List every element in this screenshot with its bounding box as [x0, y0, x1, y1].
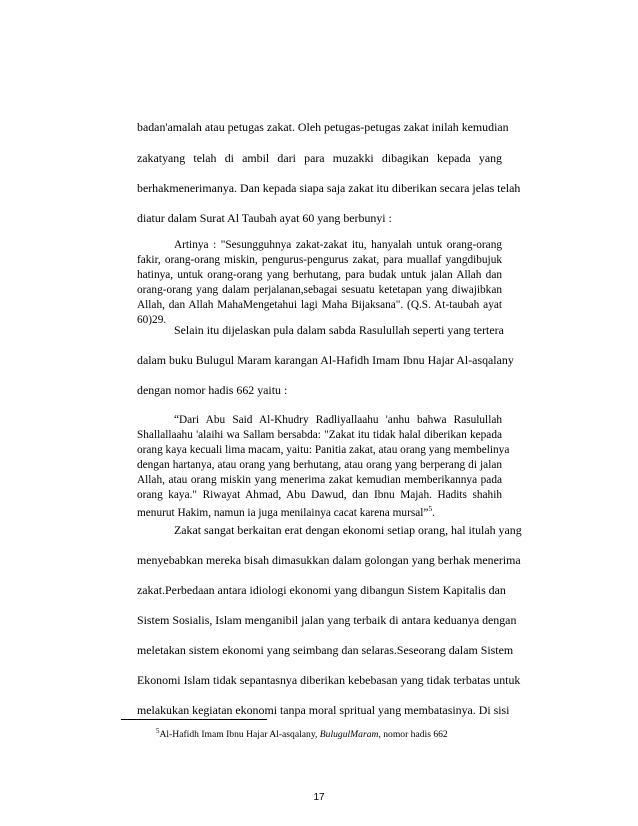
quote-line: Allah, atau orang miskin yang menerima zakat kemudian memberikannya pada	[137, 474, 502, 486]
quote-text: menurut Hakim, namun ia juga menilainya cacat karena mursal”	[137, 507, 429, 519]
quote-line: 60)29.	[137, 314, 167, 326]
footnote-text-after: , nomor hadis 662	[378, 729, 448, 740]
paragraph-line: badan'amalah atau petugas zakat. Oleh petugas-petugas zakat inilah kemudian	[137, 120, 509, 134]
quote-line	[137, 504, 502, 519]
paragraph-line: diatur dalam Surat Al Taubah ayat 60 yang berbunyi :	[137, 211, 392, 225]
paragraph-line: Selain itu dijelaskan pula dalam sabda Rasulullah seperti yang tertera	[174, 323, 504, 337]
footnote-number: 5	[156, 727, 160, 735]
quote-line: orang kaya." Riwayat Ahmad, Abu Dawud, dan Ibnu Majah. Hadits shahih	[137, 489, 502, 501]
quote-line: orang kaya kecuali lima macam, yaitu: Panitia zakat, atau orang yang membelinya	[137, 444, 510, 456]
paragraph-line: meletakan sistem ekonomi yang seimbang dan selaras.Seseorang dalam Sistem	[137, 643, 514, 657]
quote-line: “Dari Abu Said Al-Khudry Radliyallaahu 'anhu bahwa Rasulullah	[174, 414, 502, 426]
paragraph-line: zakat.Perbedaan antara idiologi ekonomi yang dibangun Sistem Kapitalis dan	[137, 583, 506, 597]
quote-line: Artinya : "Sesungguhnya zakat-zakat itu, hanyalah untuk orang-orang	[174, 239, 502, 251]
quote-line: orang-orang yang dalam perjalanan,sebagai sesuatu ketetapan yang diwajibkan	[137, 284, 502, 296]
footnote-reference[interactable]: 5	[428, 504, 433, 513]
quote-line: dengan hartanya, atau orang yang berhutang, atau orang yang berperang di jalan	[137, 459, 502, 471]
page-number: 17	[313, 792, 325, 803]
quote-line: Allah, dan Allah MahaMengetahui lagi Maha Bijaksana". (Q.S. At-taubah ayat	[137, 299, 502, 311]
quote-line: Shallallaahu 'alaihi wa Sallam bersabda: "Zakat itu tidak halal diberikan kepada	[137, 429, 502, 441]
paragraph-line: dalam buku Bulugul Maram karangan Al-Hafidh Imam Ibnu Hajar Al-asqalany	[137, 353, 514, 367]
paragraph-line: Zakat sangat berkaitan erat dengan ekonomi setiap orang, hal itulah yang	[174, 523, 522, 537]
footnote-text-before: Al-Hafidh Imam Ibnu Hajar Al-asqalany,	[159, 729, 320, 740]
paragraph-line: menyebabkan mereka bisah dimasukkan dalam golongan yang berhak menerima	[137, 553, 521, 567]
paragraph-line: dengan nomor hadis 662 yaitu :	[137, 383, 288, 397]
paragraph-line: Ekonomi Islam tidak sepantasnya diberikan kebebasan yang tidak terbatas untuk	[137, 673, 521, 687]
quote-end: .	[432, 507, 435, 519]
paragraph-line: melakukan kegiatan ekonomi tanpa moral spritual yang membatasinya. Di sisi	[137, 703, 510, 717]
quote-line: hatinya, untuk orang-orang yang berhutang, para budak untuk jalan Allah dan	[137, 269, 502, 281]
quote-line: fakir, orang-orang miskin, pengurus-pengurus zakat, para muallaf yangdibujuk	[137, 254, 502, 266]
footnote-book-title: BulugulMaram	[319, 729, 379, 740]
footnote	[156, 727, 448, 740]
footnote-separator	[121, 719, 267, 720]
paragraph-line: berhakmenerimanya. Dan kepada siapa saja zakat itu diberikan secara jelas telah	[137, 181, 521, 195]
paragraph-line: zakatyang telah di ambil dari para muzakki dibagikan kepada yang	[137, 151, 502, 165]
paragraph-line: Sistem Sosialis, Islam menganibil jalan yang terbaik di antara keduanya dengan	[137, 613, 517, 627]
